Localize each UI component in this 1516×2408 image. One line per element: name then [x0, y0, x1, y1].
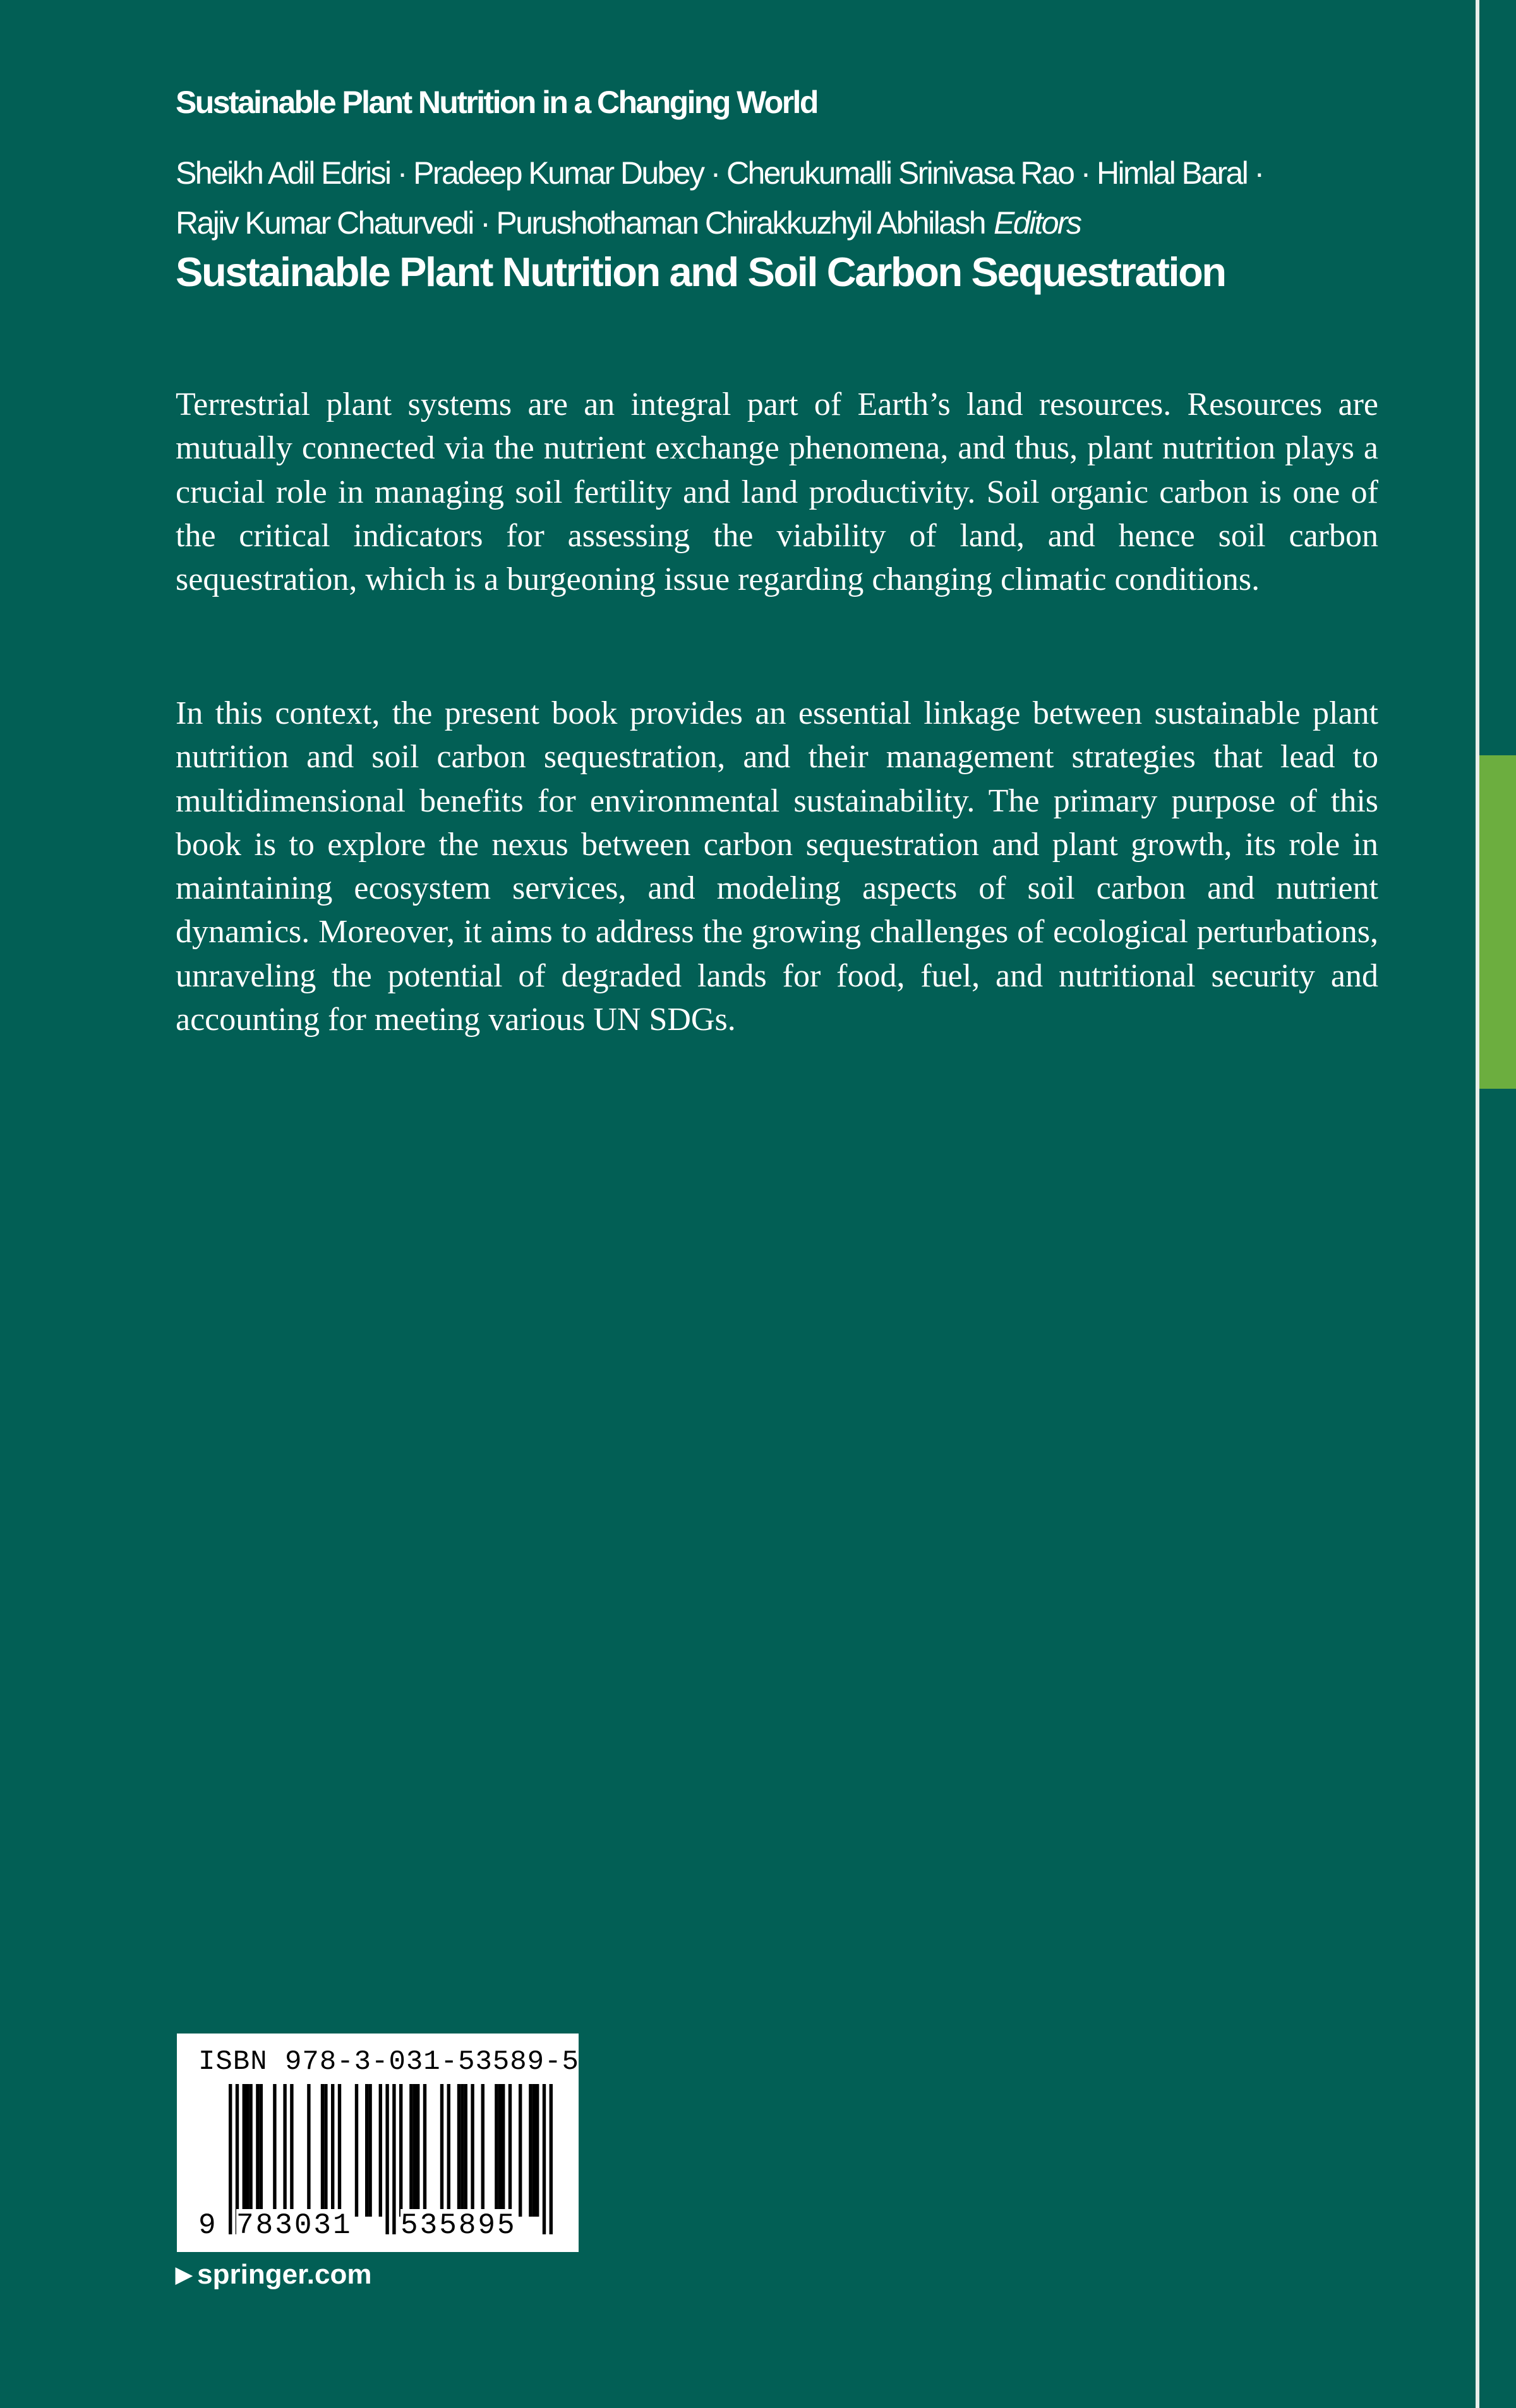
- editors-role: Editors: [993, 205, 1081, 241]
- book-title: Sustainable Plant Nutrition and Soil Carbon Sequestration: [176, 249, 1225, 295]
- barcode-bar: [307, 2084, 310, 2217]
- spine-divider: [1476, 0, 1479, 2408]
- barcode-bar: [416, 2084, 419, 2217]
- barcode-bar: [283, 2084, 286, 2217]
- barcode-bar: [324, 2084, 327, 2217]
- publisher-link[interactable]: [176, 2259, 371, 2291]
- barcode-bar: [502, 2084, 505, 2217]
- barcode-bar: [256, 2084, 259, 2217]
- barcode-bar: [498, 2084, 502, 2217]
- barcode-guard-bar: [543, 2084, 546, 2234]
- barcode-bar: [243, 2084, 246, 2217]
- isbn-barcode: [177, 2034, 579, 2252]
- barcode-bar: [481, 2084, 484, 2217]
- barcode-bar: [355, 2084, 358, 2217]
- editors-line-2: [176, 198, 1388, 248]
- editors-names: Rajiv Kumar Chaturvedi · Purushothaman Chirakkuzhyil Abhilash: [176, 205, 985, 241]
- barcode-bar: [508, 2084, 512, 2217]
- barcode-bar: [519, 2084, 522, 2217]
- barcode-digit-first: 9: [198, 2209, 216, 2242]
- barcode-bar: [532, 2084, 536, 2217]
- barcode-bar: [447, 2084, 450, 2217]
- triangle-right-icon: ▶: [176, 2263, 193, 2287]
- barcode-bar: [368, 2084, 371, 2217]
- publisher-url: springer.com: [197, 2259, 372, 2290]
- barcode-bar: [423, 2084, 426, 2217]
- barcode-bar: [249, 2084, 252, 2217]
- editors-list: [176, 148, 1388, 248]
- barcode-bar: [365, 2084, 368, 2217]
- editors-line-1: Sheikh Adil Edrisi · Pradeep Kumar Dubey · Cherukumalli Srinivasa Rao · Himlal Baral ·: [176, 155, 1263, 191]
- spine-accent-bar: [1479, 755, 1516, 1089]
- barcode-bar: [536, 2084, 539, 2217]
- barcode-bar: [457, 2084, 460, 2217]
- barcode-guard-bar: [229, 2084, 232, 2234]
- barcode-bar: [338, 2084, 341, 2217]
- barcode-bar: [471, 2084, 474, 2217]
- barcode-bar: [379, 2084, 382, 2217]
- barcode-bar: [464, 2084, 467, 2217]
- barcode-bar: [290, 2084, 293, 2217]
- barcode-bar: [413, 2084, 416, 2217]
- barcode-bar: [440, 2084, 443, 2217]
- barcode-bar: [260, 2084, 263, 2217]
- barcode-bar: [321, 2084, 324, 2217]
- barcode-guard-bar: [392, 2084, 395, 2234]
- barcode-bar: [399, 2084, 402, 2217]
- barcode-bar: [495, 2084, 498, 2217]
- series-title: Sustainable Plant Nutrition in a Changing World: [176, 85, 817, 120]
- barcode-bar: [331, 2084, 334, 2217]
- barcode-digits-right: 535895: [400, 2209, 517, 2242]
- isbn-label: ISBN 978-3-031-53589-5: [198, 2046, 579, 2078]
- barcode-digits-left: 783031: [236, 2209, 352, 2242]
- blurb-paragraph-2: In this context, the present book provides an essential linkage between sustainable plant nutrition and soil carbon sequestration, and their management strategies that lead to multidimensional benefits for environmental sustainability. The primary purpose of this book is to explore the nexus between carbon sequestration and plant growth, its role in maintaining ecosystem services, and modeling aspects of soil carbon and nutrient dynamics. Moreover, it aims to address the growing challenges of ecological perturbations, unraveling the potential of degraded lands for food, fuel, and nutritional security and accounting for meeting various UN SDGs.: [176, 695, 1378, 1038]
- barcode-bar: [460, 2084, 464, 2217]
- barcode-guard-bar: [385, 2084, 388, 2234]
- barcode-bar: [529, 2084, 532, 2217]
- barcode-bar: [273, 2084, 276, 2217]
- barcode-bar: [246, 2084, 249, 2217]
- blurb-paragraph-1: Terrestrial plant systems are an integral part of Earth’s land resources. Resources are mutually connected via the nutrient exchange phenomena, and thus, plant nutrition plays a crucial role in managing soil fertility and land productivity. Soil organic carbon is one of the critical indicators for assessing the viability of land, and hence soil carbon sequestration, which is a burgeoning issue regarding changing climatic conditions.: [176, 386, 1378, 598]
- barcode-guard-bar: [550, 2084, 553, 2234]
- barcode-bar: [409, 2084, 412, 2217]
